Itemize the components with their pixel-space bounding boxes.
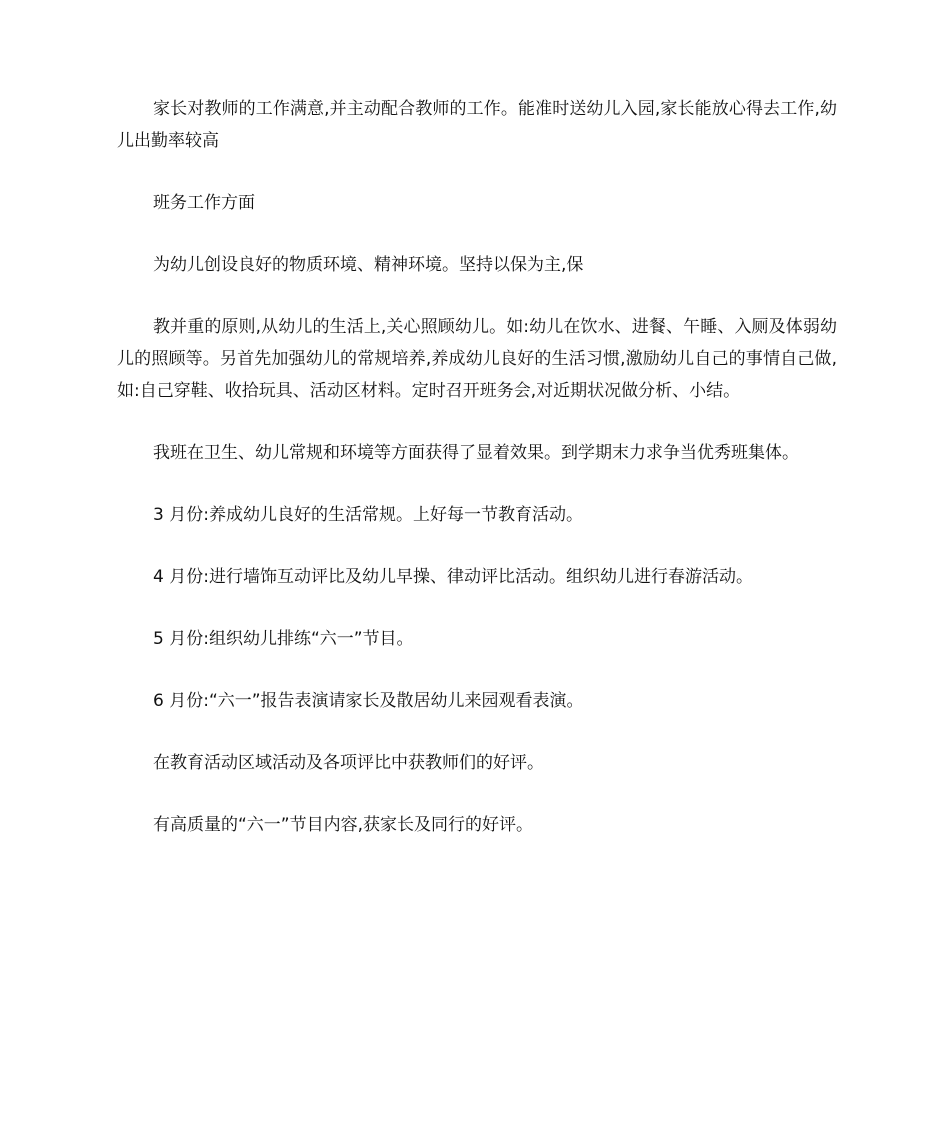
section-heading-class-work: 班务工作方面	[153, 193, 255, 213]
paragraph-june: 6 月份:“六一”报告表演请家长及散居幼儿来园观看表演。	[153, 691, 584, 711]
paragraph-results: 我班在卫生、幼儿常规和环境等方面获得了显着效果。到学期末力求争当优秀班集体。	[153, 443, 799, 463]
paragraph-environment: 为幼儿创设良好的物质环境、精神环境。坚持以保为主,保	[153, 255, 584, 275]
paragraph-march: 3 月份:养成幼儿良好的生活常规。上好每一节教育活动。	[153, 505, 583, 525]
paragraph-care-principles: 教并重的原则,从幼儿的生活上,关心照顾幼儿。如:幼儿在饮水、进餐、午睡、入厕及体弱幼儿的照顾等。另首先加强幼儿的常规培养,养成幼儿良好的生活习惯,激励幼儿自己的事情自己做,如:自己穿鞋、收拾玩具、活动区材料。定时召开班务会,对近期状况做分析、小结。	[117, 317, 837, 401]
paragraph-parent-satisfaction: 家长对教师的工作满意,并主动配合教师的工作。能准时送幼儿入园,家长能放心得去工作,幼儿出勤率较高	[117, 99, 837, 151]
document-body	[117, 93, 837, 871]
paragraph-may: 5 月份:组织幼儿排练“六一”节目。	[153, 629, 414, 649]
paragraph-parent-praise: 有高质量的“六一”节目内容,获家长及同行的好评。	[153, 815, 534, 835]
paragraph-teacher-praise: 在教育活动区域活动及各项评比中获教师们的好评。	[153, 753, 544, 773]
paragraph-april: 4 月份:进行墙饰互动评比及幼儿早操、律动评比活动。组织幼儿进行春游活动。	[153, 567, 753, 587]
